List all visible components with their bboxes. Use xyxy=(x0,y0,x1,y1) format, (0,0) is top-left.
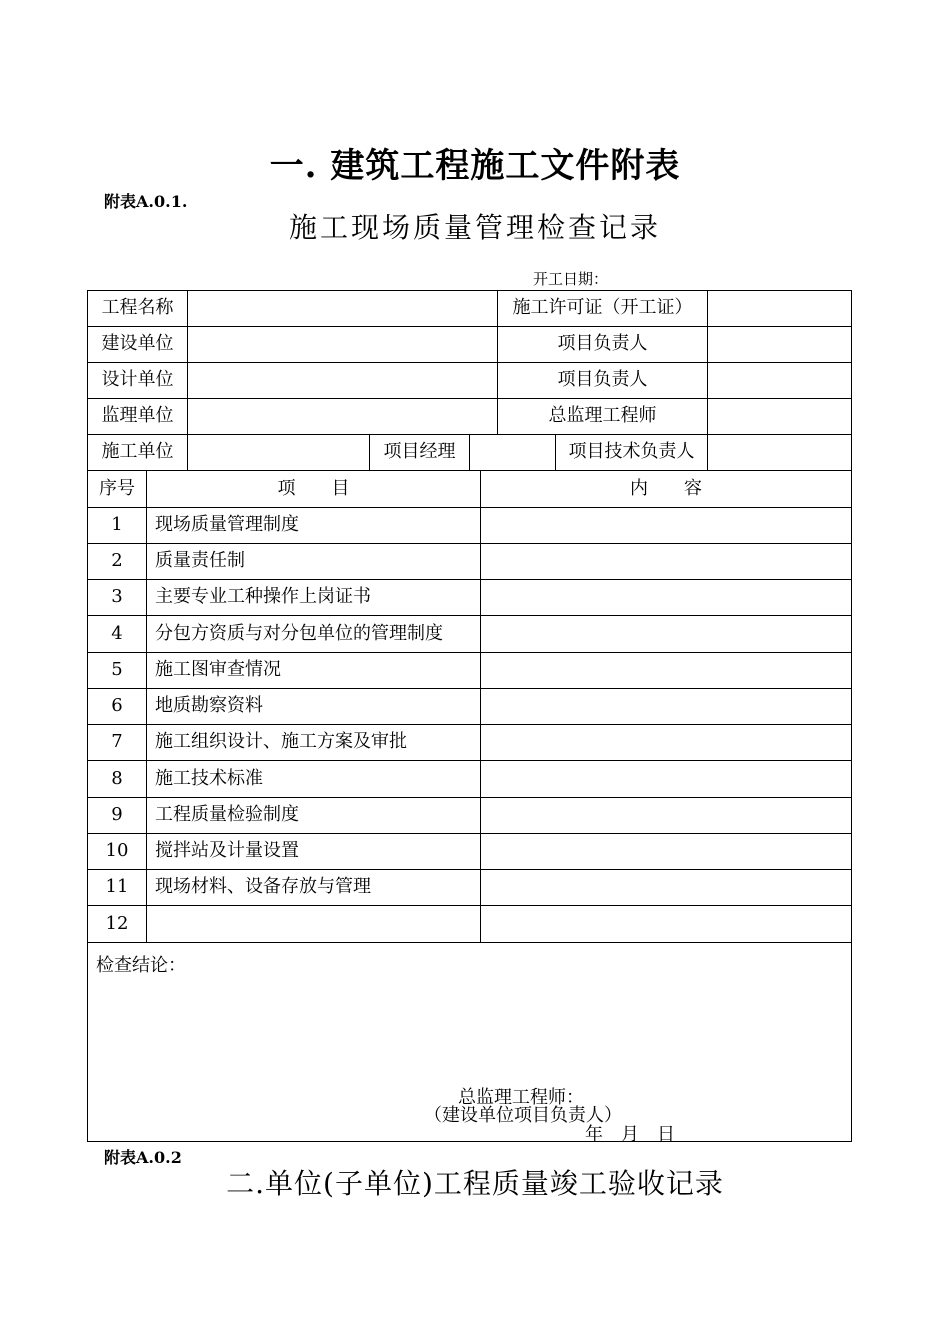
item-name: 分包方资质与对分包单位的管理制度 xyxy=(155,623,443,644)
item-name: 工程质量检验制度 xyxy=(155,804,299,825)
tech-lead-label: 项目技术负责人 xyxy=(568,441,695,462)
project-manager-label: 项目经理 xyxy=(383,441,456,462)
item-no: 8 xyxy=(111,768,123,789)
item-no: 5 xyxy=(111,659,123,680)
item-no: 6 xyxy=(111,695,123,716)
appendix-label-2: 附表A.0.2 xyxy=(104,1148,182,1167)
col-header-content: 内 容 xyxy=(630,478,702,499)
contractor-label: 施工单位 xyxy=(101,441,174,462)
conclusion-label: 检查结论： xyxy=(96,955,186,976)
permit-label: 施工许可证（开工证） xyxy=(512,297,693,318)
item-no: 12 xyxy=(105,913,129,934)
design-label: 设计单位 xyxy=(101,369,174,390)
item-no: 3 xyxy=(111,586,123,607)
start-date-label: 开工日期： xyxy=(533,270,609,288)
item-name: 地质勘察资料 xyxy=(155,695,263,716)
supervisor-label: 监理单位 xyxy=(101,405,174,426)
item-name xyxy=(155,906,475,942)
item-name: 施工技术标准 xyxy=(155,768,263,789)
col-header-no: 序号 xyxy=(99,478,135,499)
appendix-label: 附表A.0.1. xyxy=(104,192,188,211)
signer-label: 总监理工程师： xyxy=(458,1087,584,1108)
item-name: 主要专业工种操作上岗证书 xyxy=(155,586,371,607)
col-header-item: 项 目 xyxy=(277,478,350,499)
main-title: 一. 建筑工程施工文件附表 xyxy=(269,146,681,186)
item-name: 质量责任制 xyxy=(155,550,245,571)
item-no: 10 xyxy=(105,840,129,861)
item-name: 搅拌站及计量设置 xyxy=(155,840,299,861)
section-2-title: 二.单位(子单位)工程质量竣工验收记录 xyxy=(226,1167,724,1200)
builder-label: 建设单位 xyxy=(101,333,174,354)
item-name: 现场质量管理制度 xyxy=(155,514,299,535)
builder-lead-label: 项目负责人 xyxy=(557,333,648,354)
item-name: 施工图审查情况 xyxy=(155,659,281,680)
item-no: 9 xyxy=(111,804,123,825)
project-name-label: 工程名称 xyxy=(101,297,174,318)
item-name: 现场材料、设备存放与管理 xyxy=(155,876,371,897)
form-title: 施工现场质量管理检查记录 xyxy=(288,211,661,244)
item-name: 施工组织设计、施工方案及审批 xyxy=(155,731,407,752)
signer-alt-label: （建设单位项目负责人） xyxy=(424,1105,622,1126)
item-no: 2 xyxy=(111,550,123,571)
date-label: 年 月 日 xyxy=(585,1124,675,1145)
chief-supervisor-label: 总监理工程师 xyxy=(548,405,657,426)
design-lead-label: 项目负责人 xyxy=(557,369,648,390)
item-no: 1 xyxy=(111,514,123,535)
item-no: 4 xyxy=(111,623,123,644)
item-no: 7 xyxy=(111,731,123,752)
item-no: 11 xyxy=(105,876,129,897)
